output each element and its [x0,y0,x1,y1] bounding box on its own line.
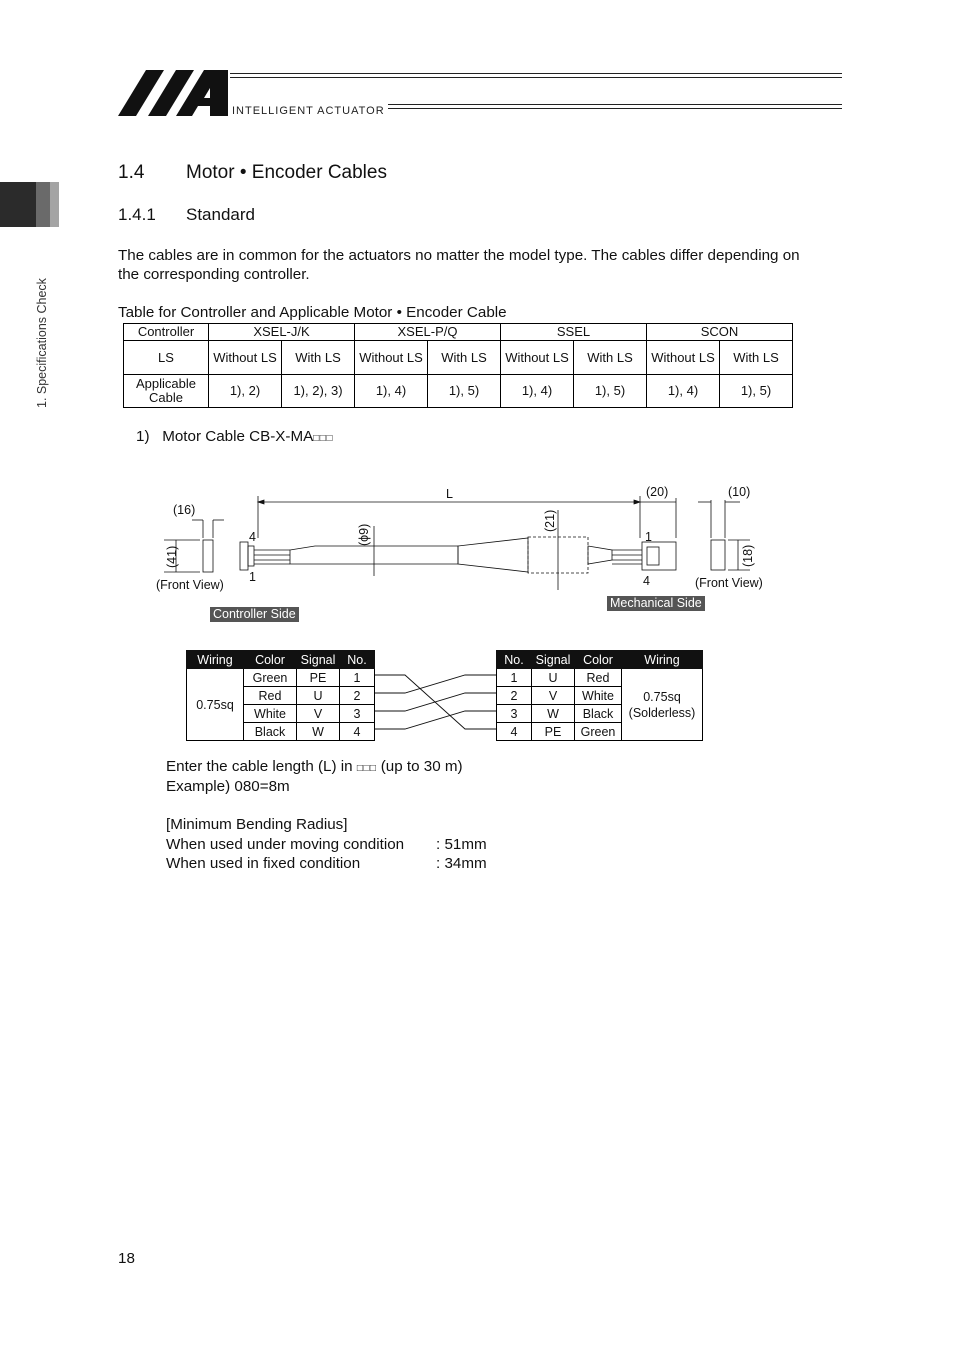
wire-connections [375,666,497,738]
dim-41: (41) [165,545,179,568]
table-cell: XSEL-J/K [209,324,355,341]
section-number: 1.4 [118,162,145,183]
table-cell: Green [575,723,622,741]
table-cell: Green [244,669,297,687]
length-boxes: □□□ [356,763,377,774]
table-cell: White [244,705,297,723]
table-cell: 1 [340,669,375,687]
table-cell: 3 [497,705,532,723]
table-cell: 1), 4) [647,375,720,408]
dim-21: (21) [543,509,557,532]
pin-label: 4 [643,574,650,588]
motor-cable-item [136,428,333,445]
table-header: Color [244,651,297,669]
subsection-title: Standard [186,205,255,224]
iai-logo [118,70,230,118]
dim-18: (18) [741,544,755,567]
front-view-label: (Front View) [156,578,224,592]
controller-cable-table [123,323,793,408]
side-tab-marker [0,182,36,227]
pin-label: 1 [645,530,652,544]
table-cell: XSEL-P/Q [355,324,501,341]
table-cell: Without LS [647,341,720,375]
dim-10: (10) [728,485,751,499]
side-tab-label: 1. Specifications Check [35,278,49,408]
table-row [187,669,375,687]
table-cell: Applicable Cable [124,375,209,408]
dim-phi9: (ϕ9) [357,523,371,546]
side-tab-marker [36,182,50,227]
fixed-condition-label: When used in fixed condition [166,855,361,872]
wiring-table-controller-side [186,650,375,741]
subsection-number: 1.4.1 [118,205,156,224]
table-header: Wiring [622,651,703,669]
table-cell: Red [575,669,622,687]
table-cell: 2 [340,687,375,705]
bending-title: [Minimum Bending Radius] [166,816,348,833]
table-cell: 1), 5) [574,375,647,408]
table-cell: 4 [497,723,532,741]
wiring-size: 0.75sq [643,689,681,704]
table-caption: Table for Controller and Applicable Motor • Encoder Cable [118,304,507,321]
motor-cable-title: Motor Cable CB-X-MA [162,428,314,445]
table-cell: 1), 4) [355,375,428,408]
wiring-type: (Solderless) [628,705,696,720]
moving-condition-label: When used under moving condition [166,836,405,853]
page-number: 18 [118,1250,135,1267]
table-cell: 1), 2) [209,375,282,408]
table-cell: PE [297,669,340,687]
table-cell: SSEL [501,324,647,341]
header-rule [230,77,842,78]
table-cell: W [532,705,575,723]
table-cell: 1), 5) [720,375,793,408]
table-cell: V [532,687,575,705]
fixed-condition-value: : 34mm [436,855,487,872]
section-title: Motor • Encoder Cables [186,162,387,183]
dim-L: L [446,487,453,501]
table-cell: 1), 2), 3) [282,375,355,408]
table-header: Signal [532,651,575,669]
table-cell: Black [244,723,297,741]
model-suffix: □□□ [313,433,333,444]
length-note [166,758,463,775]
table-header: Wiring [187,651,244,669]
table-cell: 1), 5) [428,375,501,408]
brand-text: INTELLIGENT ACTUATOR [232,105,385,117]
dim-20: (20) [646,485,669,499]
table-cell [622,669,703,741]
header-rule [388,108,842,109]
table-cell: Without LS [355,341,428,375]
table-cell: 1), 4) [501,375,574,408]
table-cell: With LS [428,341,501,375]
table-cell: 1 [497,669,532,687]
table-cell: PE [532,723,575,741]
front-view-label: (Front View) [695,576,763,590]
pin-label: 4 [249,530,256,544]
table-row [497,669,703,687]
wiring-table-mechanical-side [496,650,703,741]
mechanical-side-label: Mechanical Side [607,596,705,611]
dim-16: (16) [173,503,196,517]
table-cell: White [575,687,622,705]
moving-condition-value: : 51mm [436,836,487,853]
table-cell: With LS [574,341,647,375]
table-cell: U [532,669,575,687]
table-cell: 0.75sq [187,669,244,741]
table-cell: SCON [647,324,793,341]
table-cell: 2 [497,687,532,705]
length-note-prefix: Enter the cable length (L) in [166,758,353,775]
table-cell: 3 [340,705,375,723]
table-cell: LS [124,341,209,375]
pin-label: 1 [249,570,256,584]
table-header: No. [497,651,532,669]
length-note-suffix: (up to 30 m) [380,758,463,775]
table-header: No. [340,651,375,669]
table-cell: Without LS [501,341,574,375]
table-header: Signal [297,651,340,669]
table-cell: With LS [282,341,355,375]
header-rule [388,104,842,105]
length-example: Example) 080=8m [166,778,290,795]
table-header: Color [575,651,622,669]
item-number: 1) [136,428,150,445]
table-cell: With LS [720,341,793,375]
table-cell: 4 [340,723,375,741]
table-cell: Black [575,705,622,723]
table-cell: Controller [124,324,209,341]
controller-side-label: Controller Side [210,607,299,622]
side-tab-marker [50,182,59,227]
table-cell: V [297,705,340,723]
table-cell: U [297,687,340,705]
table-cell: Red [244,687,297,705]
table-cell: Without LS [209,341,282,375]
table-cell: W [297,723,340,741]
header-rule [230,73,842,74]
intro-paragraph: The cables are in common for the actuators no matter the model type. The cables differ depending on the corresponding controller. [118,247,800,283]
